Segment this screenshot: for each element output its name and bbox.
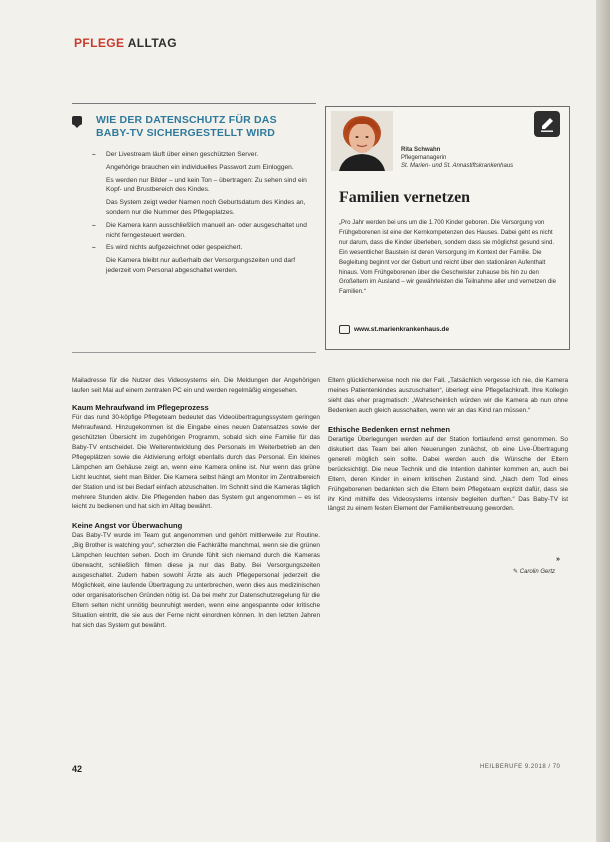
list-item: – Die Kamera kann ausschließlich manuell an- oder ausgeschaltet und nicht ferngesteuert werden. xyxy=(92,221,307,241)
website-link[interactable] xyxy=(339,325,449,334)
info-box-top-rule xyxy=(72,103,316,104)
info-box-heading-line1: WIE DER DATENSCHUTZ FÜR DAS xyxy=(96,114,277,126)
left-column xyxy=(72,376,320,631)
person-info xyxy=(401,146,513,170)
monitor-icon xyxy=(339,325,350,334)
portrait-photo xyxy=(331,111,393,171)
left-paragraph-1: Für das rund 30-köpfige Pflegeteam bedeutet das Videoübertragungssystem geringen Mehraufwand. Hinzugekommen ist die Eingabe eines neuen Datensatzes sowie der geschützten Übersicht im zugehörigen Programm, sobald sich eine Familie für das Baby-TV entscheidet. Die Weiterentwicklung des Personals im Weiterbetrieb an den Pflegeplätzen sowie die Aktivierung erfolgt ebenfalls durch das Personal. Ein kleines Lämpchen am Gehäuse zeigt an, wenn eine Kamera online ist. Nur wenn das grüne Licht leuchtet, sieht man Bilder. Die Kamera selbst hängt am Monitor im Zentralbereich der Station und ist bei Bedarf einfach abzuschalten. Im Schnitt sind die Kameras täglich mehrere Stunden aktiv. Die Pflegenden haben das System gut angenommen – es ist leicht zu bedienen und hat sich im Alltag bewährt. xyxy=(72,413,320,511)
page-number: 42 xyxy=(72,764,83,774)
profile-box-text: „Pro Jahr werden bei uns um die 1.700 Kinder geboren. Die Versorgung von Frühgeborenen ist eine der Kernkompetenzen des Hauses. Dabei geht es nicht nur darum, dass die Kinder überleben, sondern dass sie möglichst gesund sind. Ein wesentlicher Baustein ist deren Versorgung im Kontext der Familie. Die Begleitung beginnt vor der Geburt und reicht über den stationären Aufenthalt hinaus. Vom Frühgeborenen über die Geschwister zuhause bis hin zu den Großeltern im Ausland – wir gewährleisten die Teilnahme aller und vernetzen die Familien.“ xyxy=(339,219,557,296)
author-credit: ✎ Carolin Gertz xyxy=(513,568,555,575)
info-box-bottom-rule xyxy=(72,352,316,353)
person-name: Rita Schwahn xyxy=(401,147,441,153)
profile-box-title: Familien vernetzen xyxy=(339,189,471,206)
left-intro: Mailadresse für die Nutzer des Videosystems ein. Die Meldungen der Angehörigen laufen seit Mai auf einem zentralen PC ein und werden regelmäßig eingesehen. xyxy=(72,377,320,394)
list-item: Die Kamera bleibt nur außerhalb der Versorgungszeiten und darf jederzeit vom Personal abgeschaltet werden. xyxy=(106,257,296,274)
person-role: Pflegemanagerin xyxy=(401,155,447,161)
list-item: Angehörige brauchen ein individuelles Passwort zum Einloggen. xyxy=(106,163,294,171)
person-org: St. Marien- und St. Annastiftskrankenhaus xyxy=(401,163,514,169)
pencil-icon xyxy=(534,111,560,137)
section-title-rest: ALLTAG xyxy=(127,36,177,50)
heading-mehraufwand: Kaum Mehraufwand im Pflegeprozess xyxy=(72,402,209,412)
list-item: – Es wird nichts aufgezeichnet oder gespeichert. xyxy=(92,243,307,253)
article-end-mark: » xyxy=(556,556,560,563)
right-paragraph-1: Eltern glücklicherweise noch nie der Fall. „Tatsächlich vergesse ich nie, die Kamera meines Patientenkindes auszuschalten“, überlegt eine Pflegefachkraft. Ihre Kollegin sieht das eher pragmatisch: „Wahrscheinlich würden wir die Kamera ab nun ohne Bedenken auch gleich ausschalten, wenn wir an das Kind ran müssen.“ xyxy=(328,377,568,414)
info-box-list xyxy=(92,150,307,279)
right-column xyxy=(328,376,568,514)
speech-bubble-icon xyxy=(72,116,82,125)
list-item: Das System zeigt weder Namen noch Geburtsdatum des Kindes an, sondern nur die Nummer des Pflegeplatzes. xyxy=(106,199,306,216)
section-title xyxy=(74,36,177,50)
list-item: Es werden nur Bilder – und kein Ton – übertragen: Zu sehen sind ein Kopf- und Brustbereich des Kindes. xyxy=(106,176,307,194)
page-edge xyxy=(596,0,610,842)
list-item: – Der Livestream läuft über einen geschützten Server. xyxy=(92,150,307,160)
right-paragraph-2: Derartige Überlegungen werden auf der Station fortlaufend ernst genommen. So diskutiert das Team bei allen Neuerungen zunächst, ob eine Live-Übertragung generell möglich sein sollte. Dabei werden auch die Wünsche der Eltern berücksichtigt. Die neue Technik und die Intention dahinter kommen an, auch bei Eltern, deren Kinder in einem kritischen Zustand sind. „Nach dem Tod eines Frühgeborenen bedankten sich die Eltern beim Pflegeteam explizit dafür, dass sie ihr Kind mithilfe des Videosystems intensiv begleiten durften.“ Das Baby-TV ist längst zu einem festen Element der Familienbetreuung geworden. xyxy=(328,435,568,513)
section-title-accent: PFLEGE xyxy=(74,36,125,50)
heading-ueberwachung: Keine Angst vor Überwachung xyxy=(72,521,183,531)
magazine-footer: HEILBERUFE 9.2018 / 70 xyxy=(480,764,561,770)
info-box-heading-line2: BABY-TV SICHERGESTELLT WIRD xyxy=(96,127,276,139)
info-box-heading xyxy=(96,114,316,140)
left-paragraph-2: Das Baby-TV wurde im Team gut angenommen und gehört mittlerweile zur Routine. „Big Brother is watching you“, scherzten die Fachkräfte manchmal, wenn sie die grünen Lämpchen leuchten sehen. Doch im Grunde fühlt sich niemand durch die Kameras überwacht, schließlich filmen diese ja nur das Baby. Bei Versorgungszeiten ausgeschaltet. Zudem haben sowohl Ärzte als auch Pflegepersonal jederzeit die Möglichkeit, eine laufende Übertragung zu unterbrechen, wenn dies aus medizinischen oder organisatorischen Gründen nötig ist. Da bei mehr zur Datenschutzregelung für die Eltern selten nicht unnötig beunruhigt werden, wenn eine angespannte oder kritische Situation eintritt, die sie aus der Ferne nicht einordnen können. In den letzten Jahren hat sich das System gut bewährt. xyxy=(72,532,320,630)
heading-ethische-bedenken: Ethische Bedenken ernst nehmen xyxy=(328,424,450,434)
website-link-text[interactable]: www.st.marienkrankenhaus.de xyxy=(354,326,450,334)
